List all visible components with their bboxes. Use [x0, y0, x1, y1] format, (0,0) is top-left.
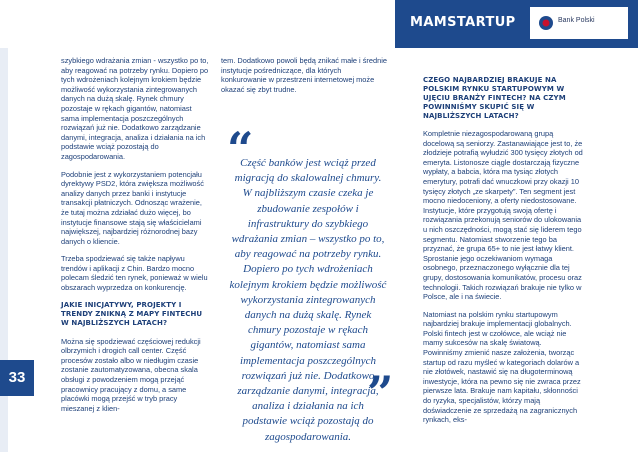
paragraph: Natomiast na polskim rynku startupowym najbardziej brakuje implementacji globalnych. Polski fintech jest w czołówce, ale wciąż nie mamy sukcesów na skalę światową. Powinniśmy zmienić nasze założenia, tworząc startup od razu myśleć w kategoriach dolarów a nie złotówek, nastawić się na długoterminową inwestycje, która na pewno się nie zwraca przez pierwsze lata. Brakuje nam kapitału, skłonności do ryzyka, specjalistów, którzy mają doświadczenie ze sprzedażą na zagranicznych rynkach, eks-	[423, 309, 581, 425]
pull-quote	[223, 122, 397, 443]
column-middle	[221, 56, 389, 102]
section-heading: JAKIE INICJATYWY, PROJEKTY I TRENDY ZNIKNĄ Z MAPY FINTECHU W NAJBLIŻSZYCH LATACH?	[61, 300, 203, 327]
pull-quote-text: Część banków jest wciąż przed migracją do skalowalnej chmury. W najbliższym czasie czeka je zbudowanie zespołów i infrastruktury do szybkiego wdrażania zmian – wszystko po to, aby reagować na potrzeby rynku. Dopiero po tych wdrożeniach kolejnym krokiem będzie możliwość wykorzystania zintegrowanych danych na dużą skalę. Rynek chmury pozostaje w rękach gigantów, natomiast sama implementacja poszczególnych rozwiązań już nie. Dodatkowo zarządzanie danymi, integracja, analiza i działania na ich podstawie wciąż pozostają do zagospodarowania.	[229, 157, 387, 443]
brand-logo-text: MAMSTARTUP	[410, 15, 516, 30]
page-number: 33	[0, 360, 34, 396]
paragraph: Kompletnie niezagospodarowaną grupą docelową są seniorzy. Zastanawiające jest to, że złodzieje potrafią wyłudzić 300 tysięcy złotych od emeryta. Listonosze ciągle dostarczają fizyczne wypłaty, a babcia, która ma tysiąc złotych emerytury, potrafi dać wnuczkowi przy okazji 10 tysięcy złotych „ze skarpety”. Ten segment jest mocno niedoceniony, a oferty niedostosowane. Instytucje, które przygotują swoją ofertę i rozwiązania przekonują seniorów do ulokowania u nich oszczędności, mogą stać się liderem tego segmentu. Natomiast stworzenie tego ba przyznać, że grupa 65+ to nie jest łatwy klient. Sprostanie jego oczekiwaniom wymaga osobnego, przeznaczonego wyłącznie dla tej grupy, dostosowania komunikatów, procesu oraz technologii. Takich rozwiązań brakuje nie tylko w Polsce, ale i na świecie.	[423, 129, 583, 302]
paragraph: Można się spodziewać częściowej redukcji olbrzymich i drogich call center. Część procesów zostało albo w niedługim czasie zostanie zautomatyzowana, obecna skala obsługi z powodzeniem mogą przejąć pracownicy pracujący z domu, a same placówki mogą przejść w tryb pracy mieszanej z klien-	[61, 336, 201, 413]
paragraph: szybkiego wdrażania zmian - wszystko po to, aby reagować na potrzeby rynku. Dopiero po tych wdrożeniach kolejnym krokiem będzie możliwość wykorzystania zintegrowanych danych na dużą skalę. Rynek chmury pozostaje w rękach gigantów, natomiast sama implementacja poszczególnych rozwiązań już nie. Dodatkowo zarządzanie danymi, integracja, analiza i działania na ich podstawie wciąż pozostają do zagospodarowania.	[61, 56, 209, 161]
column-right	[423, 76, 583, 433]
bank-logo-box	[530, 7, 628, 39]
page-header	[0, 0, 638, 48]
section-heading: CZEGO NAJBARDZIEJ BRAKUJE NA POLSKIM RYNKU STARTUPOWYM W UJĘCIU BRANŻY FINTECH? NA CZYM POWINNIŚMY SKUPIĆ SIĘ W NAJBLIŻSZYCH LATACH?	[423, 76, 566, 120]
paragraph: Trzeba spodziewać się także napływu trendów i aplikacji z Chin. Bardzo mocno polecam śledzić ten rynek, ponieważ w wielu obszarach wyprzedza on konkurencję.	[61, 254, 208, 293]
column-left	[61, 56, 211, 421]
paragraph: Podobnie jest z wykorzystaniem potencjału dyrektywy PSD2, która zwiększa możliwość analizy danych przez banki i instytucje transakcji płatniczych. Odnosząc wrażenie, że tutaj można zdziałać dużo więcej, bo instytucje finansowe stają się właścicielami największej, najbardziej różnorodnej bazy danych o kliencie.	[61, 169, 204, 246]
close-quote-icon: ”	[367, 366, 394, 420]
bank-name: Bank Polski	[558, 17, 595, 24]
bank-icon	[538, 15, 554, 31]
paragraph: tem. Dodatkowo powoli będą znikać małe i średnie instytucje pośredniczące, dla których konkurowanie w przestrzeni internetowej może okazać się zbyt trudne.	[221, 56, 387, 94]
open-quote-icon: “	[227, 122, 254, 176]
